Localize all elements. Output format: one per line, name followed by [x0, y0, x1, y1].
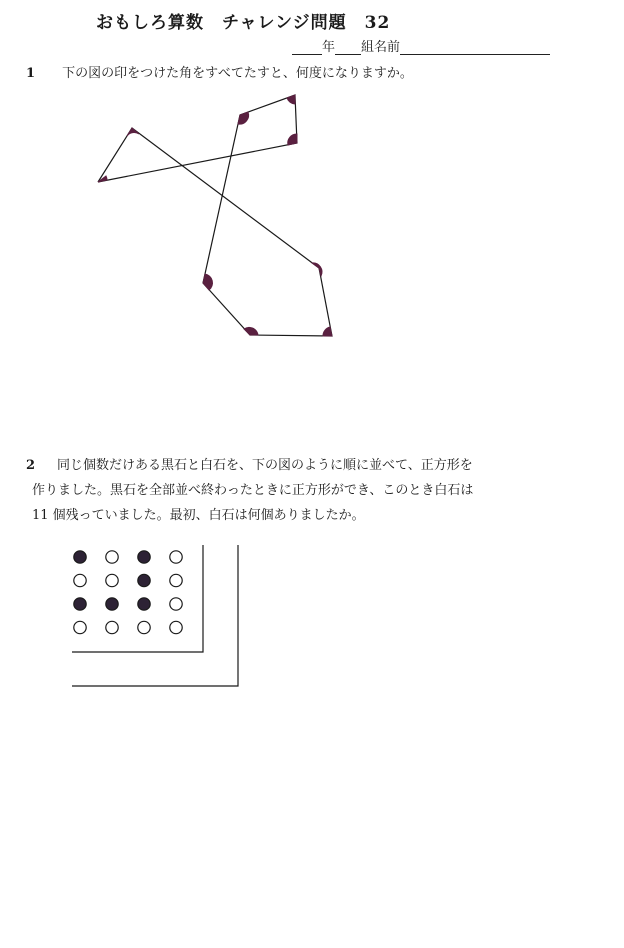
- angle-mark-bottom-left: [203, 274, 213, 290]
- question-1-number: 1: [26, 66, 36, 81]
- black-stone: [106, 598, 118, 610]
- white-stone: [170, 621, 182, 633]
- white-stone: [106, 574, 118, 586]
- question-2-number: 2: [26, 458, 36, 473]
- angle-mark-right-upper: [312, 263, 322, 276]
- title-text: おもしろ算数 チャレンジ問題: [96, 13, 347, 33]
- square-guide-inner: [72, 545, 203, 652]
- stone-square-figure: [72, 545, 238, 686]
- angle-mark-bottom: [244, 327, 258, 335]
- question-2-line-2: 作りました。黒石を全部並べ終わったときに正方形ができ、このとき白石は: [32, 483, 474, 498]
- white-stone: [106, 551, 118, 563]
- year-label: 年: [322, 40, 336, 55]
- stone-grid: [74, 551, 182, 634]
- black-stone: [74, 598, 86, 610]
- angle-mark-top: [238, 112, 249, 124]
- white-stone: [170, 574, 182, 586]
- question-1-text: 下の図の印をつけた角をすべてたすと、何度になりますか。: [62, 66, 413, 81]
- white-stone: [74, 621, 86, 633]
- white-stone: [170, 551, 182, 563]
- question-2: [26, 453, 473, 528]
- question-2-line-3: 11 個残っていました。最初、白石は何個ありましたか。: [32, 508, 365, 523]
- black-stone: [138, 574, 150, 586]
- white-stone: [74, 574, 86, 586]
- question-2-line-1: 同じ個数だけある黒石と白石を、下の図のように順に並べて、正方形を: [57, 458, 473, 473]
- white-stone: [106, 621, 118, 633]
- worksheet-number: 32: [364, 13, 391, 33]
- black-stone: [138, 551, 150, 563]
- white-stone: [170, 598, 182, 610]
- black-stone: [74, 551, 86, 563]
- angle-mark-right-mid: [288, 134, 297, 145]
- angle-mark-top-right: [287, 95, 295, 104]
- angle-mark-right-lower: [323, 327, 332, 336]
- class-name-label: 組名前: [361, 40, 401, 55]
- black-stone: [138, 598, 150, 610]
- white-stone: [138, 621, 150, 633]
- square-guide-outer: [72, 545, 238, 686]
